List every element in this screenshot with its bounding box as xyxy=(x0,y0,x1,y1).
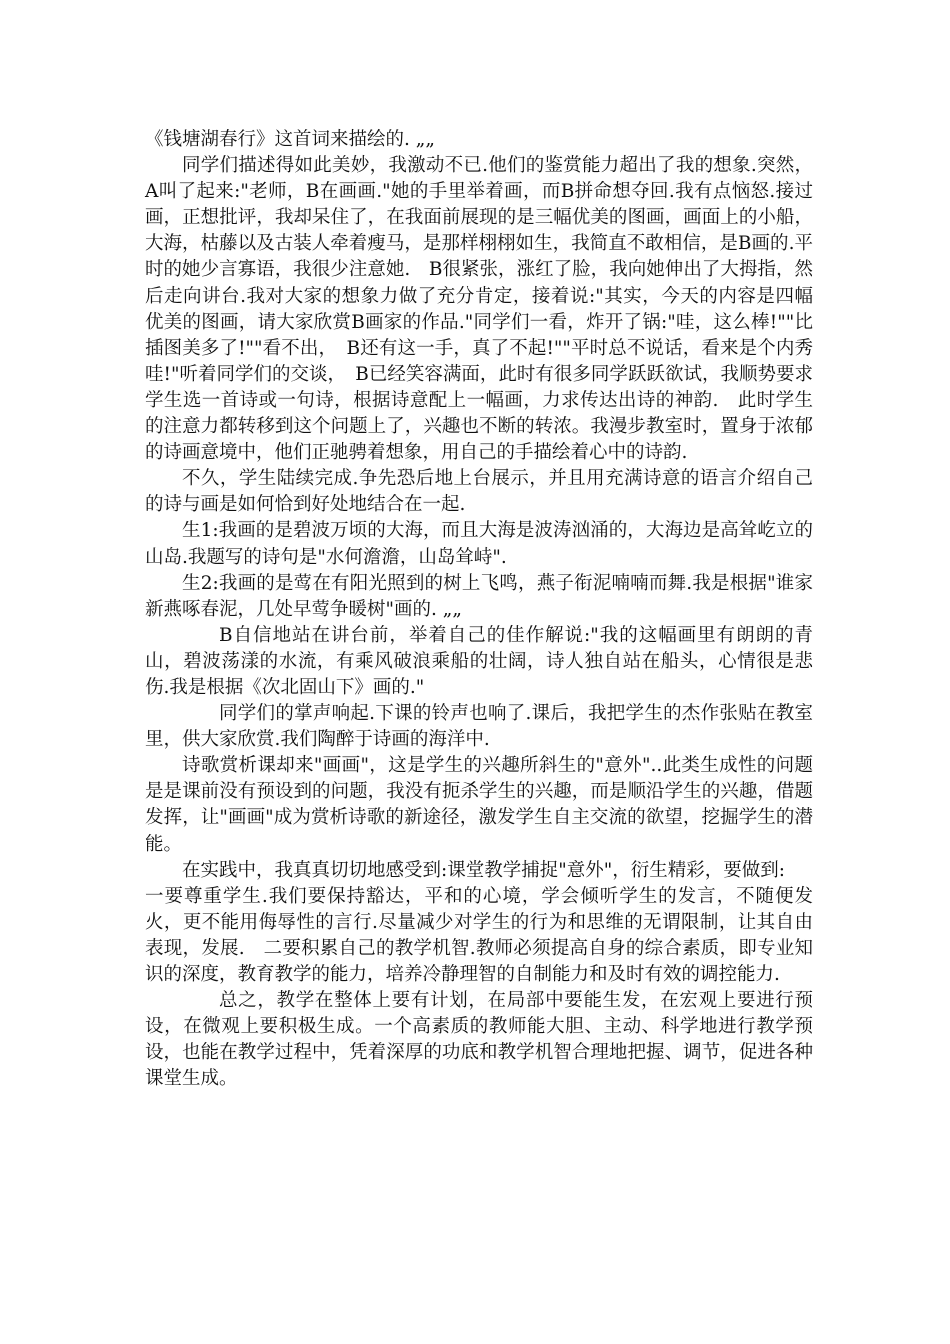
paragraph-reflection: 诗歌赏析课却来"画画"，这是学生的兴趣所斜生的"意外"..此类生成性的问题是是课前没有预设到的问题，我没有扼杀学生的兴趣，而是顺沿学生的兴趣，借题发挥，让"画画"成为赏析诗歌的新途径，激发学生自主交流的欲望，挖掘学生的潜能。 xyxy=(145,755,813,855)
paragraph-classroom-story: 同学们描述得如此美妙，我激动不已.他们的鉴赏能力超出了我的想象.突然，A叫了起来:"老师，B在画画."她的手里举着画，而B拼命想夺回.我有点恼怒.接过画，正想批评，我却呆住了，在我面前展现的是三幅优美的图画，画面上的小船，大海，枯藤以及古装人牵着瘦马，是那样栩栩如生，我简直不敢相信，是B画的.平时的她少言寡语，我很少注意她. B很紧张，涨红了脸，我向她伸出了大拇指，然后走向讲台.我对大家的想象力做了充分肯定，接着说:"其实，今天的内容是四幅优美的图画，请大家欣赏B画家的作品."同学们一看，炸开了锅:"哇，这么棒!""比插图美多了!""看不出， B还有这一手，真了不起!""平时总不说话，看来是个内秀哇!"听着同学们的交谈， B已经笑容满面，此时有很多同学跃跃欲试，我顺势要求学生选一首诗或一句诗，根据诗意配上一幅画，力求传达出诗的神韵. 此时学生的注意力都转移到这个问题上了，兴趣也不断的转浓。我漫步教室时，置身于浓郁的诗画意境中，他们正驰骋着想象，用自己的手描绘着心中的诗韵. xyxy=(145,155,813,464)
paragraph-students-present: 不久，学生陆续完成.争先恐后地上台展示，并且用充满诗意的语言介绍自己的诗与画是如何恰到好处地结合在一起. xyxy=(145,468,813,516)
paragraph-applause: 同学们的掌声响起.下课的铃声也响了.课后，我把学生的杰作张贴在教室里，供大家欣赏.我们陶醉于诗画的海洋中. xyxy=(145,703,813,751)
paragraph-student-2: 生2:我画的是莺在有阳光照到的树上飞鸣，燕子衔泥喃喃而舞.我是根据"谁家新燕啄春泥，几处早莺争暖树"画的. „„ xyxy=(145,572,813,620)
paragraph-practice-intro: 在实践中，我真真切切地感受到:课堂教学捕捉"意外"，衍生精彩，要做到: xyxy=(182,859,785,881)
paragraph-continuation: 《钱塘湖春行》这首词来描绘的. „„ xyxy=(145,129,435,150)
document-body xyxy=(145,127,813,1092)
paragraph-conclusion: 总之，教学在整体上要有计划，在局部中要能生发，在宏观上要进行预设，在微观上要积极生成。一个高素质的教师能大胆、主动、科学地进行教学预设，也能在教学过程中，凭着深厚的功底和教学机智合理地把握、调节，促进各种课堂生成。 xyxy=(145,990,813,1090)
paragraph-student-b: B自信地站在讲台前，举着自己的佳作解说:"我的这幅画里有朗朗的青山，碧波荡漾的水流，有乘风破浪乘船的壮阔，诗人独自站在船头，心情很是悲伤.我是根据《次北固山下》画的." xyxy=(145,624,813,698)
paragraph-student-1: 生1:我画的是碧波万顷的大海，而且大海是波涛汹涌的，大海边是高耸屹立的山岛.我题写的诗句是"水何澹澹，山岛耸峙". xyxy=(145,520,813,568)
paragraph-practice-points: 一要尊重学生.我们要保持豁达，平和的心境，学会倾听学生的发言，不随便发火，更不能用侮辱性的言行.尽量减少对学生的行为和思维的无谓限制，让其自由表现，发展. 二要积累自己的教学机智.教师必须提高自身的综合素质，即专业知识的深度，教育教学的能力，培养冷静理智的自制能力和及时有效的调控能力. xyxy=(145,885,813,985)
